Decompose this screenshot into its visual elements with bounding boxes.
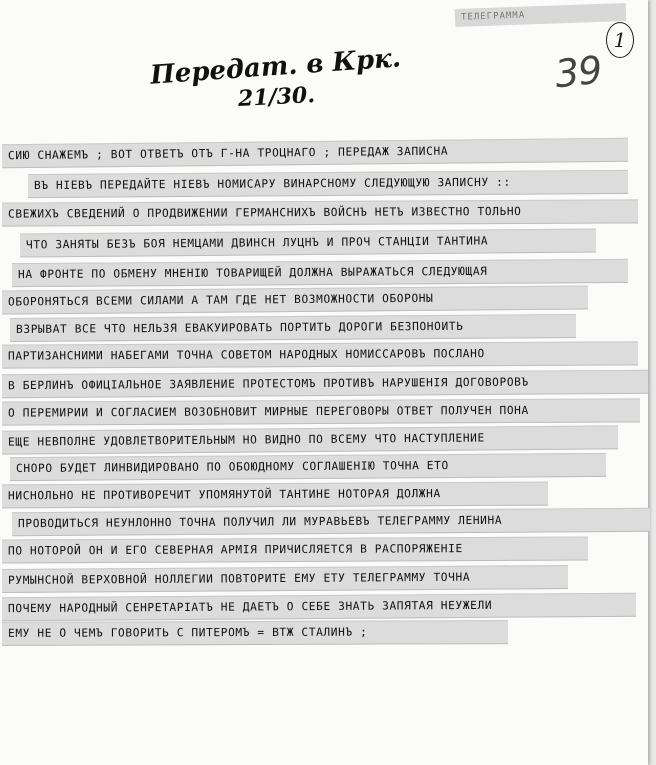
telegram-strip-line: ОБОРОНЯТЬСЯ ВСЕМИ СИЛАМИ А ТАМ ГДЕ НЕТ ВОЗМОЖНОСТИ ОБОРОНЫ: [2, 285, 588, 314]
telegram-strip-line: ЧТО ЗАНЯТЫ БЕЗЪ БОЯ НЕМЦАМИ ДВИНСН ЛУЦНЪ И ПРОЧ СТАНЦІИ ТАНТИНА: [20, 228, 596, 257]
handwritten-date: 21/30.: [237, 82, 316, 112]
telegram-strip-line: РУМЫНСНОЙ ВЕРХОВНОЙ НОЛЛЕГИИ ПОВТОРИТЕ ЕМУ ЕТУ ТЕЛЕГРАММУ ТОЧНА: [2, 565, 568, 593]
telegram-strip-line: О ПЕРЕМИРИИ И СОГЛАСИЕМ ВОЗОБНОВИТ МИРНЫЕ ПЕРЕГОВОРЫ ОТВЕТ ПОЛУЧЕН ПОНА: [2, 398, 640, 425]
telegram-strip-line: СНОРО БУДЕТ ЛИНВИДИРОВАНО ПО ОБОЮДНОМУ СОГЛАШЕНІЮ ТОЧНА ЕТО: [10, 453, 606, 481]
telegram-strip-line: ЕЩЕ НЕВПОЛНЕ УДОВЛЕТВОРИТЕЛЬНЫМ НО ВИДНО ПО ВСЕМУ ЧТО НАСТУПЛЕНИЕ: [2, 425, 618, 454]
telegram-strip-line: СВЕЖИХЪ СВЕДЕНИЙ О ПРОДВИЖЕНИИ ГЕРМАНСНИХЪ ВОЙСНЪ НЕТЪ ИЗВЕСТНО ТОЛЬНО: [2, 199, 638, 226]
telegram-strip-line: ПРОВОДИТЬСЯ НЕУНЛОННО ТОЧНА ПОЛУЧИЛ ЛИ МУРАВЬЕВЪ ТЕЛЕГРАММУ ЛЕНИНА: [12, 508, 650, 536]
telegram-strip-line: СИЮ СНАЖЕМЪ ; ВОТ ОТВЕТЪ ОТЪ Г-НА ТРОЦНАГО ; ПЕРЕДАЖ ЗАПИСНА: [2, 138, 628, 169]
telegram-strip-line: В БЕРЛИНЪ ОФИЦІАЛЬНОЕ ЗАЯВЛЕНИЕ ПРОТЕСТОМЪ ПРОТИВЪ НАРУШЕНІЯ ДОГОВОРОВЪ: [2, 370, 648, 399]
telegram-strip-line: ПАРТИЗАНСНИМИ НАБЕГАМИ ТОЧНА СОВЕТОМ НАРОДНЫХ НОМИССАРОВЪ ПОСЛАНО: [2, 341, 638, 368]
telegram-strip-line: ВЗРЫВАТ ВСЕ ЧТО НЕЛЬЗЯ ЕВАКУИРОВАТЬ ПОРТИТЬ ДОРОГИ БЕЗПОНОИТЬ: [10, 314, 576, 342]
telegram-strip-line: НИСНОЛЬНО НЕ ПРОТИВОРЕЧИТ УПОМЯНУТОЙ ТАНТИНЕ НОТОРАЯ ДОЛЖНА: [2, 482, 548, 509]
handwritten-note: Передат. в Крк.: [149, 43, 402, 91]
telegram-strip-line: НА ФРОНТЕ ПО ОБМЕНУ МНЕНІЮ ТОВАРИЩЕЙ ДОЛЖНА ВЫРАЖАТЬСЯ СЛЕДУЮЩАЯ: [12, 259, 628, 287]
archive-number: 39: [552, 47, 604, 97]
circled-page-number: 1: [606, 22, 634, 58]
telegram-header-strip: ТЕЛЕГРАММА: [455, 3, 627, 27]
telegram-strip-line: ЕМУ НЕ О ЧЕМЪ ГОВОРИТЬ С ПИТЕРОМЪ = ВТЖ СТАЛИНЪ ;: [2, 620, 508, 646]
telegram-strip-line: ПО НОТОРОЙ ОН И ЕГО СЕВЕРНАЯ АРМІЯ ПРИЧИСЛЯЕТСЯ В РАСПОРЯЖЕНІЕ: [2, 536, 588, 563]
telegram-strip-line: ВЪ НІЕВЪ ПЕРЕДАЙТЕ НІЕВЪ НОМИСАРУ ВИНАРСНОМУ СЛЕДУЮЩУЮ ЗАПИСНУ ::: [28, 170, 628, 198]
telegram-strip-line: ПОЧЕМУ НАРОДНЫЙ СЕНРЕТАРІАТЪ НЕ ДАЕТЪ О СЕБЕ ЗНАТЬ ЗАПЯТАЯ НЕУЖЕЛИ: [2, 593, 636, 621]
